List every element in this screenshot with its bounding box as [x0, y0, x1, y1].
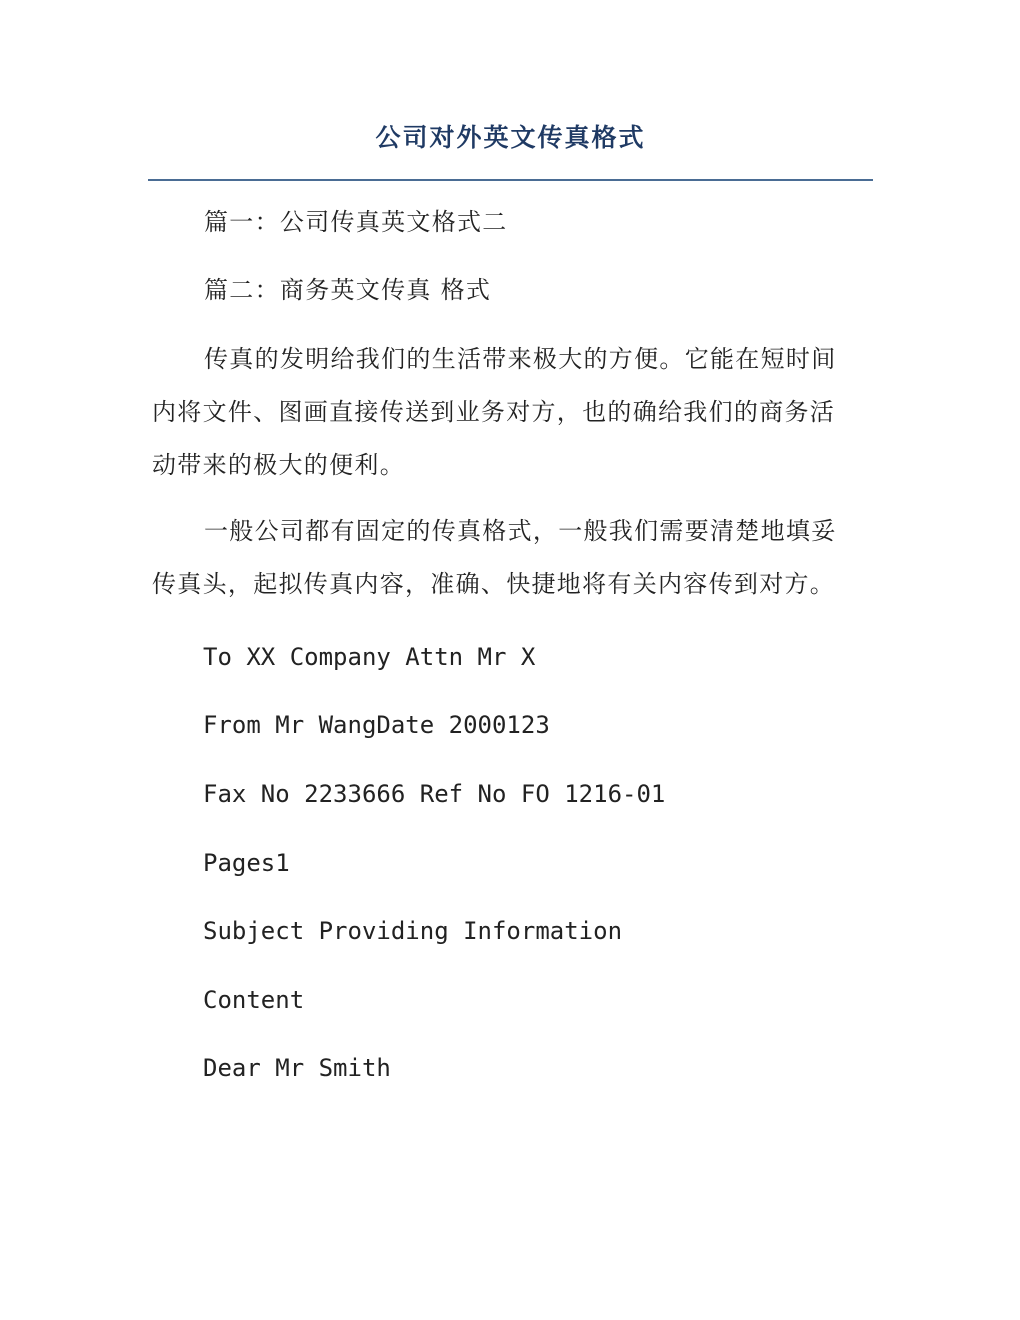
- paragraph-intro-line: 动带来的极大的便利。: [152, 451, 405, 479]
- fax-from-line: From Mr WangDate 2000123: [203, 711, 550, 739]
- document-title: 公司对外英文传真格式: [375, 123, 646, 152]
- paragraph-format-line: 传真头，起拟传真内容，准确、快捷地将有关内容传到对方。: [152, 570, 836, 598]
- title-divider: [148, 179, 873, 181]
- paragraph-intro: [152, 333, 874, 492]
- paragraph-format-line: 一般公司都有固定的传真格式，一般我们需要清楚地填妥: [204, 517, 837, 545]
- paragraph-intro-line: 内将文件、图画直接传送到业务对方，也的确给我们的商务活: [152, 398, 836, 426]
- fax-to-line: To XX Company Attn Mr X: [203, 643, 536, 671]
- fax-pages-line: Pages1: [203, 849, 290, 877]
- fax-number-line: Fax No 2233666 Ref No FO 1216-01: [203, 780, 666, 808]
- fax-content-label: Content: [203, 986, 305, 1014]
- paragraph-intro-line: 传真的发明给我们的生活带来极大的方便。它能在短时间: [204, 345, 837, 373]
- paragraph-format: [152, 505, 874, 611]
- heading-part-one: 篇一：公司传真英文格式二: [204, 208, 508, 236]
- heading-part-two: 篇二：商务英文传真 格式: [204, 276, 492, 304]
- fax-salutation: Dear Mr Smith: [203, 1054, 391, 1082]
- fax-subject-line: Subject Providing Information: [203, 917, 623, 945]
